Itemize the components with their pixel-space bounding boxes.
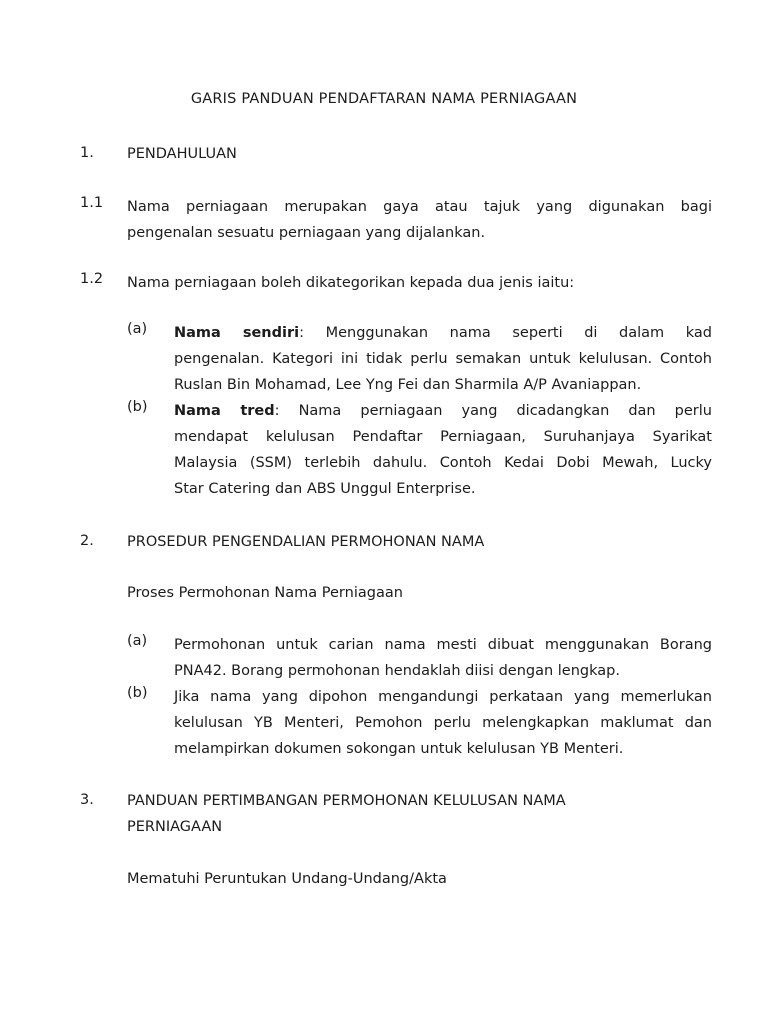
item-1b-label: (b) (127, 399, 148, 415)
item-1b (174, 398, 712, 502)
item-1a-line-1 (174, 320, 712, 346)
item-2b-line-1: Jika nama yang dipohon mengandungi perkataan yang memerlukan (174, 689, 712, 705)
item-1a-term: Nama sendiri (174, 325, 300, 341)
section-3-heading-line-2: PERNIAGAAN (127, 819, 223, 835)
paragraph-1-2-number: 1.2 (80, 271, 104, 287)
section-2-heading: PROSEDUR PENGENDALIAN PERMOHONAN NAMA (127, 534, 485, 550)
document-title: GARIS PANDUAN PENDAFTARAN NAMA PERNIAGAAN (190, 91, 578, 107)
item-1b-term: Nama tred (174, 403, 275, 419)
item-1b-line-1 (174, 398, 712, 424)
item-1b-line-2: mendapat kelulusan Pendaftar Perniagaan, Suruhanjaya Syarikat (174, 429, 712, 445)
item-2a-line-1: Permohonan untuk carian nama mesti dibuat menggunakan Borang (174, 637, 712, 653)
item-1a-line-1-rest: : Menggunakan nama seperti di dalam kad (299, 325, 712, 341)
section-3-heading-line-1: PANDUAN PERTIMBANGAN PERMOHONAN KELULUSAN NAMA (127, 793, 566, 809)
item-1b-line-1-rest: : Nama perniagaan yang dicadangkan dan perlu (274, 403, 712, 419)
item-1b-line-4: Star Catering dan ABS Unggul Enterprise. (174, 481, 476, 497)
item-2b-line-3: melampirkan dokumen sokongan untuk kelulusan YB Menteri. (174, 741, 624, 757)
paragraph-1-2-text: Nama perniagaan boleh dikategorikan kepada dua jenis iaitu: (127, 275, 575, 291)
item-1a-line-3: Ruslan Bin Mohamad, Lee Yng Fei dan Sharmila A/P Avaniappan. (174, 377, 642, 393)
paragraph-1-1-line-2: pengenalan sesuatu perniagaan yang dijalankan. (127, 225, 486, 241)
item-2a-line-2: PNA42. Borang permohonan hendaklah diisi dengan lengkap. (174, 663, 620, 679)
item-2b (174, 684, 712, 762)
section-1-heading: PENDAHULUAN (127, 146, 237, 162)
section-2-subheading: Proses Permohonan Nama Perniagaan (127, 585, 403, 601)
paragraph-1-2 (127, 270, 712, 296)
item-1a (174, 320, 712, 398)
section-3-heading (127, 788, 712, 840)
section-2-number: 2. (80, 533, 94, 549)
item-1a-label: (a) (127, 321, 148, 337)
paragraph-1-1-number: 1.1 (80, 195, 104, 211)
item-1b-line-3: Malaysia (SSM) terlebih dahulu. Contoh Kedai Dobi Mewah, Lucky (174, 455, 712, 471)
section-3-number: 3. (80, 792, 94, 808)
item-2b-label: (b) (127, 685, 148, 701)
paragraph-1-1-line-1: Nama perniagaan merupakan gaya atau tajuk yang digunakan bagi (127, 199, 712, 215)
section-3-subheading: Mematuhi Peruntukan Undang-Undang/Akta (127, 871, 447, 887)
item-2a-label: (a) (127, 633, 148, 649)
item-2b-line-2: kelulusan YB Menteri, Pemohon perlu melengkapkan maklumat dan (174, 715, 712, 731)
paragraph-1-1 (127, 194, 712, 246)
item-1a-line-2: pengenalan. Kategori ini tidak perlu semakan untuk kelulusan. Contoh (174, 351, 712, 367)
section-1-number: 1. (80, 145, 94, 161)
item-2a (174, 632, 712, 684)
